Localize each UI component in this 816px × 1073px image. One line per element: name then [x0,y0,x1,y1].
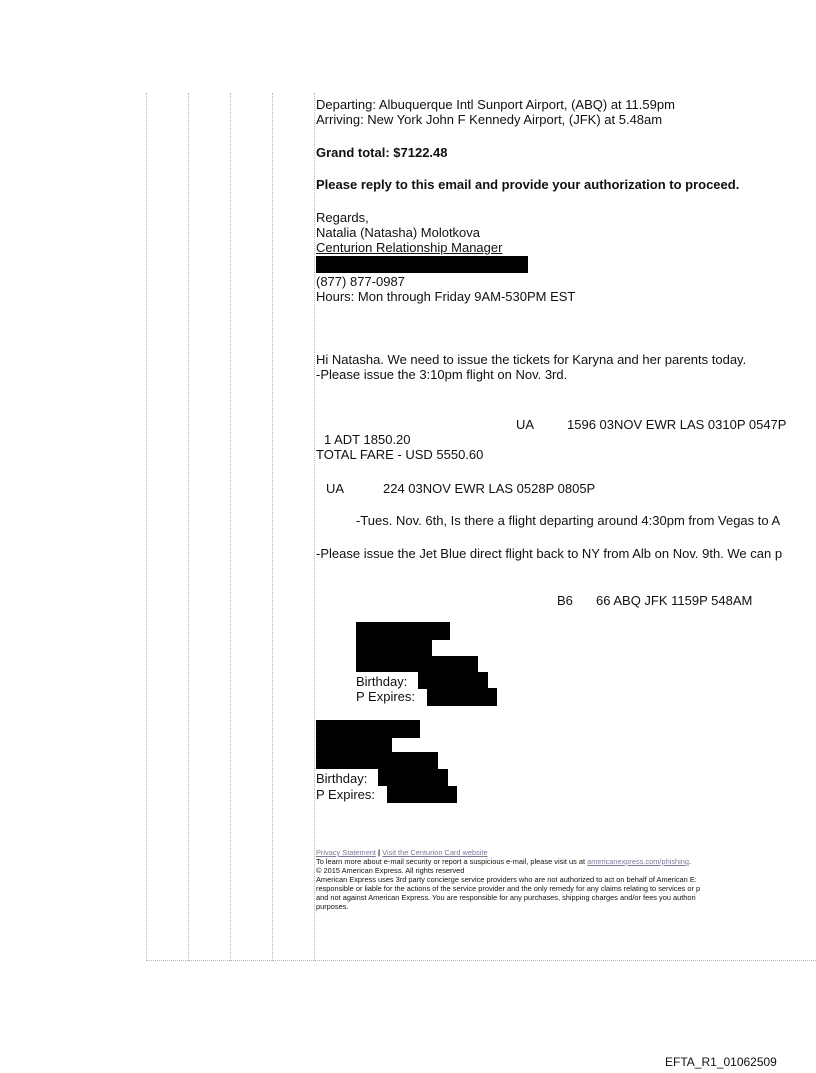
redaction-box [356,622,450,640]
reply-instruction-1: -Please issue the 3:10pm flight on Nov. 3rd. [316,367,568,382]
centurion-website-link[interactable]: Visit the Centurion Card website [382,848,488,857]
redaction-box [356,656,478,672]
footer-security-text: To learn more about e-mail security or report a suspicious e-mail, please visit us at [316,857,588,866]
quote-border-line [230,93,231,961]
passenger-2-birthday-label: Birthday: [316,771,368,786]
redaction-box [356,640,432,656]
authorization-request: Please reply to this email and provide your authorization to proceed. [316,177,740,192]
quote-border-line [146,93,147,961]
reply-instruction-2: -Tues. Nov. 6th, Is there a flight departing around 4:30pm from Vegas to A [356,513,781,528]
flight-2-details: 224 03NOV EWR LAS 0528P 0805P [383,481,596,496]
redaction-box [316,720,420,738]
redaction-box [427,688,497,706]
quote-border-line [272,93,273,961]
reply-instruction-3: -Please issue the Jet Blue direct flight back to NY from Alb on Nov. 9th. We can p [316,546,783,561]
redaction-box [378,769,448,786]
document-id: EFTA_R1_01062509 [665,1055,777,1069]
redaction-box [316,256,528,273]
footer-copyright: © 2015 American Express. All rights reserved [316,866,465,875]
flight-3-carrier: B6 [557,593,573,608]
redaction-box [316,738,392,752]
redaction-box [387,786,457,803]
reply-intro: Hi Natasha. We need to issue the tickets for Karyna and her parents today. [316,352,747,367]
footer-separator: | [375,848,383,857]
footer-security-end: . [688,857,692,866]
grand-total: Grand total: $7122.48 [316,145,448,160]
quote-border-line [314,93,315,961]
flight-3-details: 66 ABQ JFK 1159P 548AM [596,593,753,608]
arriving-line: Arriving: New York John F Kennedy Airport, (JFK) at 5.48am [316,112,663,127]
passenger-1-passport-label: P Expires: [356,689,416,704]
signature-title: Centurion Relationship Manager [316,240,503,255]
redaction-box [418,672,488,689]
flight-1-carrier: UA [516,417,535,432]
fare-line: 1 ADT 1850.20 [324,432,411,447]
footer-disclaimer-line: and not against American Express. You are responsible for any purchases, shipping charges and/or fees you authori [316,893,696,902]
redaction-box [316,752,438,769]
quote-bottom-border [146,960,816,961]
flight-1-details: 1596 03NOV EWR LAS 0310P 0547P [567,417,787,432]
flight-2-carrier: UA [326,481,345,496]
footer-disclaimer-line: purposes. [316,902,349,911]
signature-phone: (877) 877-0987 [316,274,405,289]
quote-border-line [188,93,189,961]
footer-disclaimer-line: responsible or liable for the actions of the service provider and the only remedy for any claims relating to services or p [316,884,701,893]
footer-disclaimer-line: American Express uses 3rd party concierge service providers who are not authorized to act on behalf of American E: [316,875,697,884]
footer-security-line [316,857,816,866]
privacy-statement-link[interactable]: Privacy Statement [316,848,376,857]
signature-regards: Regards, [316,210,369,225]
phishing-link[interactable]: americanexpress.com/phishing [587,857,689,866]
signature-name: Natalia (Natasha) Molotkova [316,225,481,240]
passenger-2-passport-label: P Expires: [316,787,376,802]
total-fare: TOTAL FARE - USD 5550.60 [316,447,484,462]
passenger-1-birthday-label: Birthday: [356,674,408,689]
footer-links [316,848,816,857]
departing-line: Departing: Albuquerque Intl Sunport Airport, (ABQ) at 11.59pm [316,97,675,112]
signature-hours: Hours: Mon through Friday 9AM-530PM EST [316,289,576,304]
